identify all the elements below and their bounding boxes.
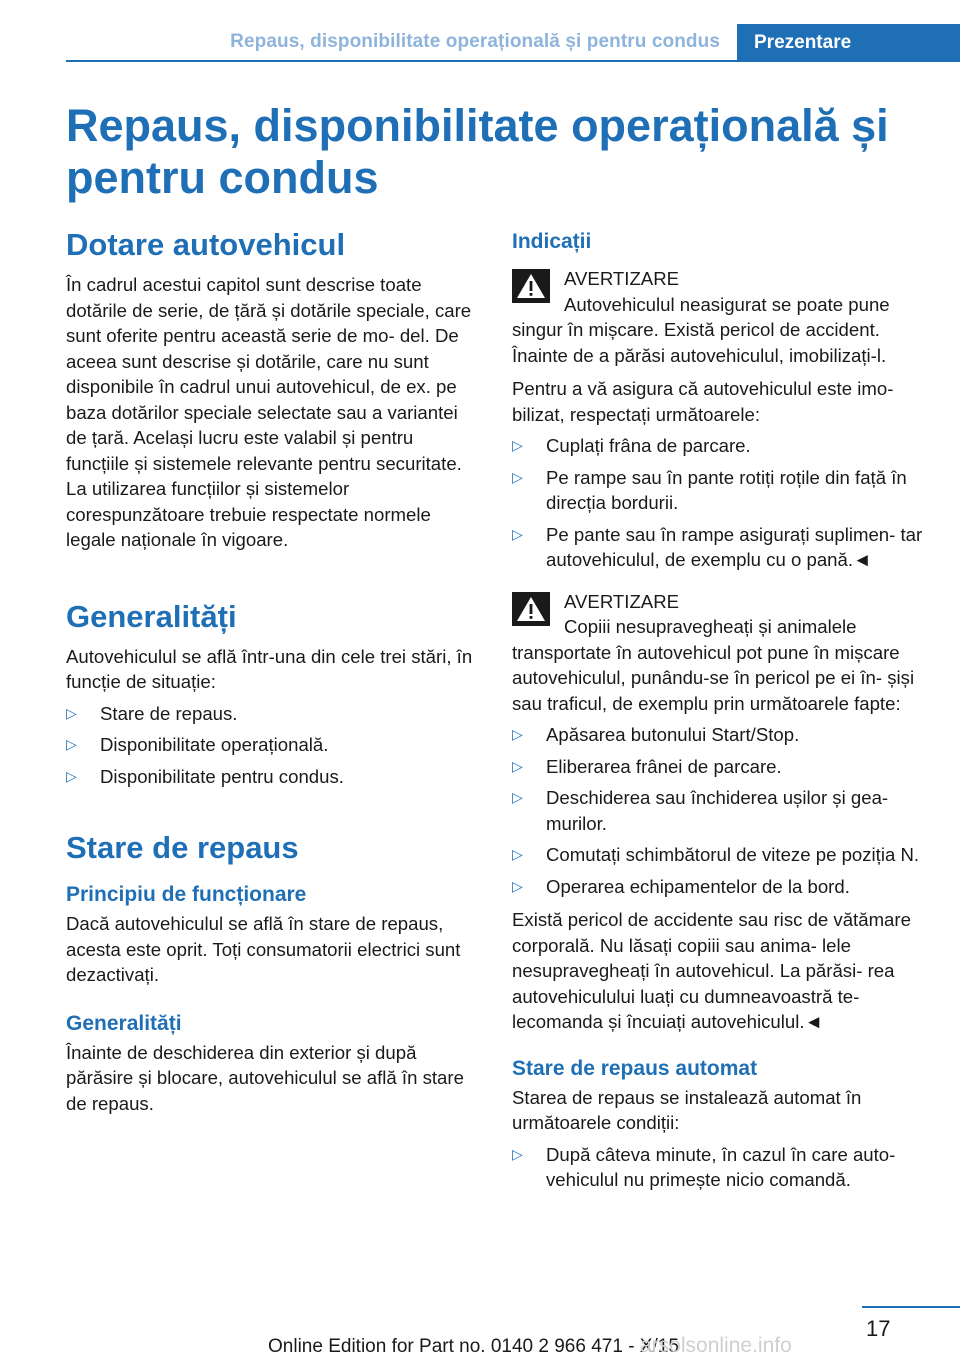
list-item: ▷ Disponibilitate operațională. <box>66 732 478 758</box>
list-item: ▷ Stare de repaus. <box>66 701 478 727</box>
bullet-icon: ▷ <box>66 736 77 752</box>
bullet-icon: ▷ <box>512 437 523 453</box>
states-list <box>66 701 478 790</box>
bullet-icon: ▷ <box>512 468 523 485</box>
bullet-icon: ▷ <box>512 757 523 774</box>
page-title: Repaus, disponibilitate operațională și pentru condus <box>66 100 889 203</box>
heading-stare-de-repaus: Stare de repaus <box>66 830 299 865</box>
running-header-section-title: Repaus, disponibilitate operațională și pentru condus <box>230 31 720 52</box>
heading-generalitati: Generalități <box>66 598 237 634</box>
page-number: 17 <box>866 1316 891 1341</box>
bullet-icon: ▷ <box>512 726 523 742</box>
auto-paragraph: Starea de repaus se instalează automat în următoarele condiții: <box>512 1086 862 1133</box>
bullet-icon: ▷ <box>66 767 77 784</box>
generalitati-paragraph: Autovehiculul se află într-una din cele trei stări, în funcție de situație: <box>66 645 473 692</box>
heading-indicatii: Indicații <box>512 230 592 253</box>
footer-rule <box>862 1306 960 1308</box>
immobilize-list <box>512 433 932 573</box>
list-item: ▷ Disponibilitate pentru condus. <box>66 764 478 790</box>
warning-first-line: Copiii nesupravegheați și animalele <box>564 616 857 637</box>
warning-first-line: Autovehiculul neasigurat se poate pune <box>564 293 890 315</box>
warning-text: transportate în autovehicul pot pune în mișcare autovehiculul, punându-se în pericol pe ei în- șiși sau traficul, de exemplu prin următoarele fapte: <box>512 641 915 714</box>
heading-stare-de-repaus-automat: Stare de repaus automat <box>512 1056 758 1080</box>
watermark: arsolsonline.info <box>640 1334 792 1357</box>
principiu-paragraph: Dacă autovehiculul se află în stare de repaus, acesta este oprit. Toți consumatorii electrici sunt dezactivați. <box>66 913 461 985</box>
bullet-icon: ▷ <box>512 1145 523 1162</box>
warning-label: AVERTIZARE <box>564 590 680 612</box>
list-item: ▷ Operarea echipamentelor de la bord. <box>512 874 932 900</box>
intro-paragraph: Pentru a vă asigura că autovehiculul este imo- bilizat, respectați următoarele: <box>512 378 894 425</box>
bullet-icon: ▷ <box>66 704 77 721</box>
header-rule <box>66 60 960 62</box>
generalitati-sub-paragraph: Înainte de deschiderea din exterior și după părăsire și blocare, autovehiculul se află în stare de repaus. <box>66 1041 464 1114</box>
dotare-paragraph: În cadrul acestui capitol sunt descrise toate dotările de serie, de țără și dotările speciale, care sunt oferite pentru această serie de mo- del. De aceea sunt descrise și dotările, care nu sunt disponibile în cadrul unui autovehicul, de ex. pe baza dotărilor speciale selectate sau a variantei de țară. Același lucru este valabil și pentru funcțiile și sistemele relevante pentru securitate. La utilizarea funcțiilor și sistemelor corespunzătoare trebuie respectate normele legale naționale în vigoare. <box>66 274 472 550</box>
warning-label: AVERTIZARE <box>564 268 680 289</box>
chapter-tab <box>737 24 960 62</box>
warning-box <box>512 266 932 368</box>
list-item: ▷ Apăsarea butonului Start/Stop. <box>512 722 932 748</box>
list-item: ▷ Pe pante sau în rampe asigurați suplimen- tar autovehiculul, de exemplu cu o pană.◄ <box>512 523 923 570</box>
list-item: ▷ După câteva minute, în cazul în care auto- vehiculul nu primește nicio comandă. <box>512 1143 896 1190</box>
bullet-icon: ▷ <box>512 525 523 542</box>
heading-generalitati-sub: Generalități <box>66 1011 182 1035</box>
list-item: ▷ Deschiderea sau închiderea ușilor și gea- murilor. <box>512 787 889 834</box>
bullet-icon: ▷ <box>512 789 523 805</box>
warning-triangle-icon <box>512 269 550 303</box>
heading-dotare-autovehicul: Dotare autovehicul <box>66 227 346 262</box>
actions-list <box>512 722 932 899</box>
danger-paragraph: Există pericol de accidente sau risc de vătămare corporală. Nu lăsați copiii sau anima- lele nesupravegheați în autovehicul. La părăsi- rea autovehiculului luați cu dumneavoastră te- lecomanda și încuiați autovehiculul.◄ <box>512 909 911 1032</box>
right-column <box>512 228 932 1193</box>
list-item: ▷ Pe rampe sau în pante rotiți roțile din față în direcția bordurii. <box>512 466 907 513</box>
footer-edition: Online Edition for Part no. 0140 2 966 471 - X/15 <box>268 1336 679 1357</box>
bullet-icon: ▷ <box>512 877 523 894</box>
list-item: ▷ Comutați schimbătorul de viteze pe poziția N. <box>512 842 932 868</box>
warning-triangle-icon <box>512 592 550 626</box>
heading-principiu-de-functionare: Principiu de funcționare <box>66 883 307 906</box>
bullet-icon: ▷ <box>512 846 523 862</box>
chapter-tab-label: Prezentare <box>754 32 852 53</box>
list-item: ▷ Eliberarea frânei de parcare. <box>512 754 932 780</box>
warning-box <box>512 589 932 717</box>
list-item: ▷ Cuplați frâna de parcare. <box>512 433 932 459</box>
auto-conditions-list <box>512 1142 932 1193</box>
warning-text: singur în mișcare. Există pericol de accident. Înainte de a părăsi autovehiculul, imobilizați-l. <box>512 319 887 366</box>
left-column <box>66 226 478 1116</box>
